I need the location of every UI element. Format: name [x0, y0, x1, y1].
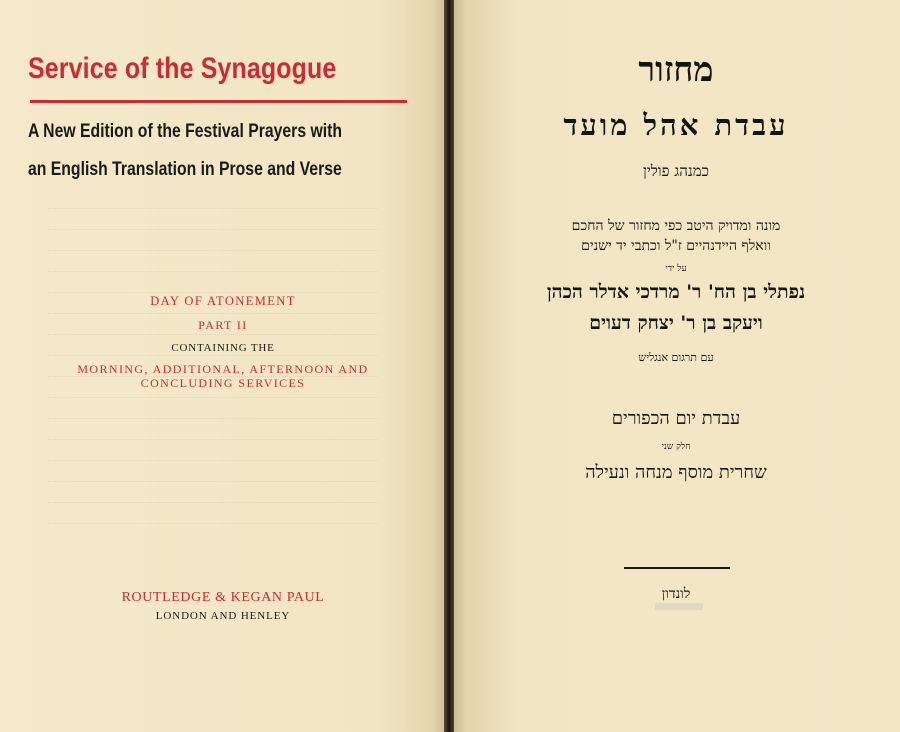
containing-label: CONTAINING THE	[171, 342, 275, 354]
hebrew-title: מחזור	[638, 50, 714, 90]
hebrew-editor-line-1: נפתלי בן הח' ר' מרדכי אדלר הכהן	[546, 281, 806, 303]
english-title: Service of the Synagogue	[28, 52, 337, 85]
english-subtitle-line-1: A New Edition of the Festival Prayers with	[28, 121, 343, 142]
hebrew-by: על ידי	[665, 264, 687, 274]
services-line-2: CONCLUDING SERVICES	[140, 376, 306, 390]
publisher-name: ROUTLEDGE & KEGAN PAUL	[121, 590, 325, 605]
show-through-lines	[48, 188, 378, 524]
hebrew-rite: כמנהג פולין	[643, 162, 709, 180]
part-heading: PART II	[198, 318, 248, 332]
publisher-place: LONDON AND HENLEY	[155, 610, 291, 622]
hebrew-city: לונדון	[661, 586, 691, 602]
hebrew-rule	[624, 567, 730, 569]
hebrew-day-title: עבדת יום הכפורים	[611, 408, 741, 429]
hebrew-translation-note: עם תרגום אנגליש	[638, 351, 714, 364]
show-through-mark	[655, 603, 703, 610]
hebrew-body-line-2: וואלף היידנהיים ז"ל וכתבי יד ישנים	[581, 238, 771, 254]
hebrew-body-line-1: מונה ומדויק היטב כפי מחזור של החכם	[571, 218, 781, 234]
hebrew-editor-line-2: ויעקב בן ר' יצחק דעוים	[589, 312, 763, 334]
hebrew-subtitle: עבדת אהל מועד	[563, 108, 789, 142]
title-rule	[30, 100, 407, 103]
hebrew-part: חלק שני	[661, 442, 691, 452]
hebrew-services: שחרית מוסף מנחה ונעילה	[585, 462, 767, 483]
volume-heading: DAY OF ATONEMENT	[150, 294, 296, 308]
services-line-1: MORNING, ADDITIONAL, AFTERNOON AND	[77, 362, 369, 376]
english-subtitle-line-2: an English Translation in Prose and Verse	[28, 159, 342, 180]
